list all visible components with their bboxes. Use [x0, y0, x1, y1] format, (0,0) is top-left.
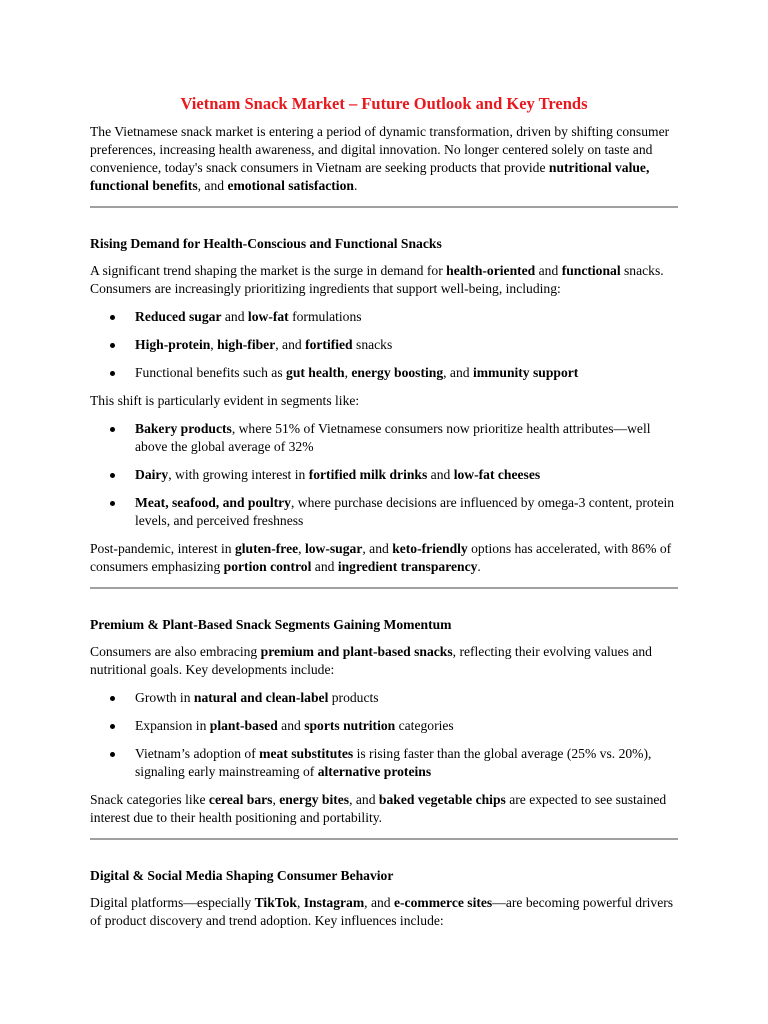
intro-bold: emotional satisfaction: [227, 178, 354, 193]
item-text: is rising faster than the global average (25% vs. 20%), signaling early mainstreaming of: [135, 746, 652, 779]
item-text: snacks: [352, 337, 393, 352]
intro-paragraph: [90, 123, 678, 195]
section-divider: [90, 838, 678, 840]
paragraph-text: A significant trend shaping the market is the surge in demand for: [90, 263, 447, 278]
list-item: [90, 717, 678, 735]
paragraph-text: ,: [272, 792, 280, 807]
item-text: Functional benefits such as: [135, 365, 287, 380]
list-item: [90, 466, 678, 484]
item-text: , with growing interest in: [168, 467, 309, 482]
paragraph-text: , and: [362, 541, 393, 556]
paragraph-text: are expected to see sustained interest due to their health positioning and portability.: [90, 792, 667, 825]
item-text: Growth in: [135, 690, 194, 705]
item-bold: energy boosting: [351, 365, 444, 380]
item-bold: High-protein: [135, 337, 211, 352]
paragraph-text: options has accelerated, with 86% of consumers emphasizing: [90, 541, 672, 574]
item-text: ,: [210, 337, 218, 352]
bullet-list: [90, 420, 678, 530]
item-bold: immunity support: [472, 365, 579, 380]
list-item: [90, 420, 678, 456]
paragraph-bold: ingredient transparency: [337, 559, 478, 574]
paragraph-bold: e-commerce sites: [393, 895, 493, 910]
segments-intro: This shift is particularly evident in segments like:: [90, 393, 360, 408]
paragraph-bold: premium and plant-based snacks: [260, 644, 453, 659]
paragraph-text: , and: [364, 895, 394, 910]
paragraph-bold: functional: [561, 263, 621, 278]
item-text: and: [221, 309, 248, 324]
paragraph-text: and: [535, 263, 562, 278]
item-text: ,: [344, 365, 352, 380]
list-item: [90, 494, 678, 530]
intro-bold: nutritional value, functional benefits: [90, 160, 650, 193]
list-item: [90, 364, 678, 382]
item-text: , where 51% of Vietnamese consumers now prioritize health attributes—well above the global average of 32%: [135, 421, 651, 454]
item-text: and: [277, 718, 305, 733]
item-text: Expansion in: [135, 718, 210, 733]
paragraph-text: Digital platforms—especially: [90, 895, 255, 910]
paragraph-text: snacks. Consumers are increasingly prioritizing ingredients that support well-being, including:: [90, 263, 664, 296]
item-bold: Meat, seafood, and poultry: [135, 495, 291, 510]
item-bold: gut health: [286, 365, 345, 380]
item-bold: low-fat cheeses: [453, 467, 541, 482]
paragraph-text: Post-pandemic, interest in: [90, 541, 235, 556]
intro-text: , and: [197, 178, 228, 193]
paragraph-bold: energy bites: [279, 792, 350, 807]
paragraph-bold: keto-friendly: [392, 541, 468, 556]
item-text: formulations: [288, 309, 362, 324]
item-text: products: [328, 690, 379, 705]
item-bold: plant-based: [209, 718, 278, 733]
bullet-list: [90, 308, 678, 382]
intro-text: .: [353, 178, 358, 193]
paragraph-text: —are becoming powerful drivers of product discovery and trend adoption. Key influences include:: [90, 895, 674, 928]
item-bold: natural and clean-label: [193, 690, 329, 705]
list-item: [90, 745, 678, 781]
paragraph-bold: Instagram: [303, 895, 365, 910]
paragraph-bold: cereal bars: [208, 792, 273, 807]
paragraph-text: .: [477, 559, 481, 574]
item-text: Vietnam’s adoption of: [135, 746, 260, 761]
list-item: [90, 336, 678, 354]
item-text: and: [427, 467, 454, 482]
paragraph-text: Consumers are also embracing: [90, 644, 261, 659]
item-bold: Bakery products: [135, 421, 232, 436]
section-divider: [90, 206, 678, 208]
item-bold: fortified: [305, 337, 353, 352]
item-text: , and: [275, 337, 306, 352]
item-bold: Reduced sugar: [135, 309, 222, 324]
section-paragraph: [90, 894, 678, 930]
section-paragraph: [90, 791, 678, 827]
paragraph-bold: TikTok: [254, 895, 297, 910]
item-text: , and: [443, 365, 473, 380]
paragraph-text: ,: [298, 541, 305, 556]
document-title: Vietnam Snack Market – Future Outlook and Key Trends: [180, 94, 588, 113]
paragraph-text: , and: [349, 792, 379, 807]
item-bold: alternative proteins: [317, 764, 432, 779]
item-bold: sports nutrition: [304, 718, 396, 733]
item-bold: meat substitutes: [259, 746, 354, 761]
paragraph-bold: health-oriented: [446, 263, 536, 278]
section-paragraph: [90, 643, 678, 679]
paragraph-bold: portion control: [223, 559, 312, 574]
section-paragraph: [90, 540, 678, 576]
paragraph-bold: low-sugar: [304, 541, 363, 556]
paragraph-text: , reflecting their evolving values and nutritional goals. Key developments include:: [90, 644, 652, 677]
list-item: [90, 308, 678, 326]
paragraph-text: Snack categories like: [90, 792, 209, 807]
item-bold: fortified milk drinks: [308, 467, 428, 482]
bullet-list: [90, 689, 678, 781]
intro-text: The Vietnamese snack market is entering a period of dynamic transformation, driven by shifting consumer preferences, increasing health awareness, and digital innovation. No longer centered solely on taste and convenience, today's snack consumers in Vietnam are seeking products that provide: [90, 124, 670, 175]
section-heading-premium: Premium & Plant-Based Snack Segments Gaining Momentum: [90, 617, 452, 632]
item-bold: low-fat: [247, 309, 289, 324]
paragraph-bold: baked vegetable chips: [378, 792, 506, 807]
section-heading-health: Rising Demand for Health-Conscious and Functional Snacks: [90, 236, 442, 251]
item-bold: high-fiber: [217, 337, 276, 352]
section-divider: [90, 587, 678, 589]
item-text: , where purchase decisions are influenced by omega-3 content, protein levels, and perceived freshness: [135, 495, 675, 528]
section-heading-digital: Digital & Social Media Shaping Consumer Behavior: [90, 868, 394, 883]
section-paragraph: [90, 262, 678, 298]
item-bold: Dairy: [135, 467, 169, 482]
paragraph-text: ,: [296, 895, 304, 910]
item-text: categories: [395, 718, 454, 733]
list-item: [90, 689, 678, 707]
paragraph-text: and: [311, 559, 338, 574]
paragraph-bold: gluten-free: [234, 541, 299, 556]
